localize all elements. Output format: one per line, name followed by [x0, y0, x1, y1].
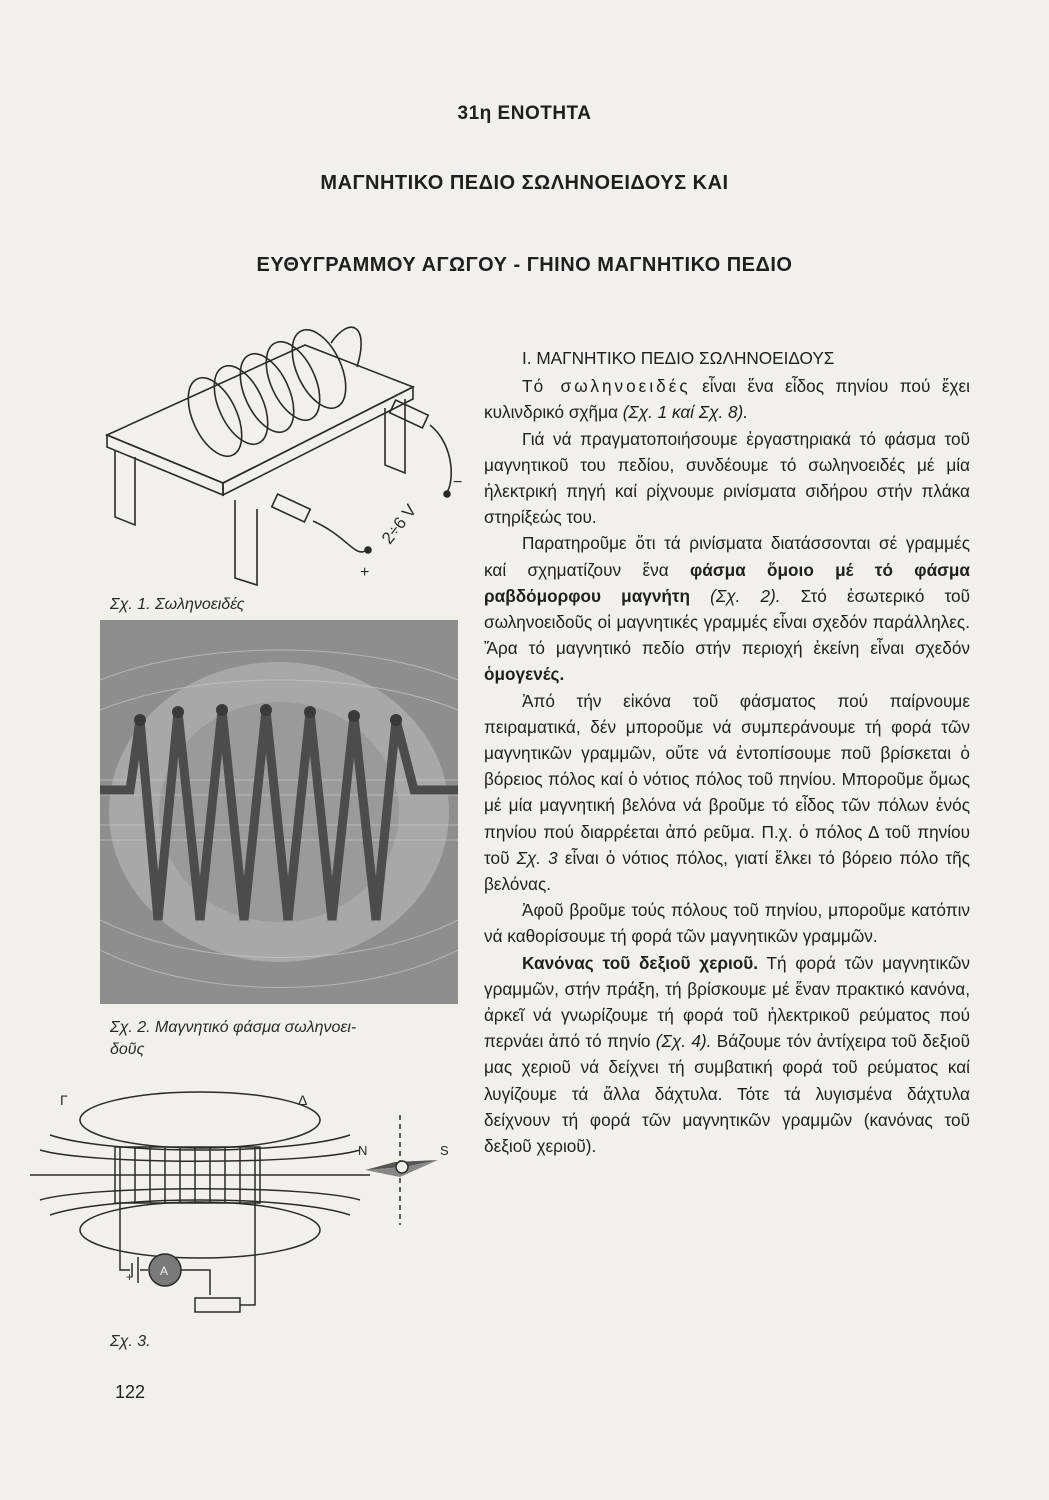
- section-heading: Ι. ΜΑΓΝΗΤΙΚΟ ΠΕΔΙΟ ΣΩΛΗΝΟΕΙΔΟΥΣ: [522, 348, 835, 368]
- chapter-title-line-2: ΕΥΘΥΓΡΑΜΜΟΥ ΑΓΩΓΟΥ - ΓΗΙΝΟ ΜΑΓΝΗΤΙΚΟ ΠΕΔΙΟ: [256, 254, 793, 276]
- paragraph-6: [484, 950, 970, 1160]
- fig3-delta-label: Δ: [298, 1092, 308, 1108]
- paragraph-1: [484, 373, 970, 425]
- solenoid-term: Τό σωληνοειδές: [522, 376, 691, 397]
- figure-1-caption: Σχ. 1. Σωληνοειδές: [110, 596, 245, 613]
- body-text-column: [484, 345, 970, 1159]
- paragraph-3: [484, 530, 970, 687]
- figure-3-caption: Σχ. 3.: [110, 1333, 151, 1350]
- paragraph-4-text-a: Ἀπό τήν εἰκόνα τοῦ φάσματος πού παίρνουμε πειραματικά, δέν μποροῦμε νά συμπεράνουμε τή φορά τῶν μαγνητικῶν γραμμῶν, οὔτε νά ἐντοπίσουμε ποῦ βρίσκεται ὁ βόρειος πόλος καί ὁ νότιος πόλος τοῦ πηνίου. Μποροῦμε ὅμως μέ μία μαγνητική βελόνα νά βροῦμε τό εἶδος τῶν πόλων ἑνός πηνίου πού διαρρέεται ἀπό ρεῦμα. Π.χ. ὁ πόλος Δ τοῦ πηνίου τοῦ: [484, 690, 970, 868]
- figure-2-spectrum-photo: [100, 620, 458, 1004]
- figure-2-caption-line-2: δοῦς: [110, 1041, 145, 1058]
- figure-1-solenoid-drawing: [95, 295, 475, 595]
- paragraph-3-bold: φάσμα ὅμοιο μέ τό φάσμα ραβδόμορφου μαγνήτη: [484, 559, 970, 606]
- paragraph-4-ref: Σχ. 3: [516, 847, 558, 868]
- paragraph-1-ref: (Σχ. 1 καί Σχ. 8).: [622, 402, 749, 423]
- unit-heading: 31η ΕΝΟΤΗΤΑ: [457, 103, 592, 124]
- paragraph-3-bold-2: ὁμογενές.: [484, 664, 565, 685]
- paragraph-3-text-a: Παρατηροῦμε ὅτι τά ρινίσματα διατάσσονται σέ γραμμές καί σχηματίζουν ἕνα: [484, 533, 970, 580]
- paragraph-5: Ἀφοῦ βροῦμε τούς πόλους τοῦ πηνίου, μποροῦμε κατόπιν νά καθορίσουμε τή φορά τῶν μαγνητικῶν γραμμῶν.: [484, 900, 970, 947]
- paragraph-4-text-b: εἶναι ὁ νότιος πόλος, γιατί ἕλκει τό βόρειο πόλο τῆς βελόνας.: [484, 847, 970, 895]
- fig1-plus-label: +: [360, 564, 370, 581]
- paragraph-1-text: εἶναι ἕνα εἶδος πηνίου πού ἔχει κυλινδρικό σχῆμα: [484, 376, 970, 423]
- figure-2-caption-line-1: Σχ. 2. Μαγνητικό φάσμα σωληνοει-: [110, 1019, 357, 1036]
- chapter-title-line-1: ΜΑΓΝΗΤΙΚΟ ΠΕΔΙΟ ΣΩΛΗΝΟΕΙΔΟΥΣ ΚΑΙ: [320, 172, 729, 194]
- paragraph-6-text-a: Τή φορά τῶν μαγνητικῶν γραμμῶν, στήν πράξη, τή βρίσκουμε μέ ἕναν πρακτικό κανόνα, ἀρκεῖ νά γνωρίζουμε τή φορά τοῦ ἠλεκτρικοῦ ρεύματος πού περνάει ἀπό τό πηνίο: [484, 952, 970, 1052]
- paragraph-3-text-b: Στό ἐσωτερικό τοῦ σωληνοειδοῦς οἱ μαγνητικές γραμμές εἶναι σχεδόν παράλληλες. Ἄρα τό μαγνητικό πεδίο στήν περιοχή ἐκείνη εἶναι σχεδόν: [484, 585, 971, 659]
- fig3-north-label: N: [358, 1143, 368, 1158]
- figure-3-circuit-diagram: [20, 1085, 470, 1325]
- fig1-voltage-label: 2÷6 V: [377, 500, 421, 548]
- fig1-minus-label: −: [453, 474, 463, 491]
- right-hand-rule-heading: Κανόνας τοῦ δεξιοῦ χεριοῦ.: [522, 952, 759, 973]
- paragraph-4: [484, 688, 970, 898]
- paragraph-6-text-b: Βάζουμε τόν ἀντίχειρα τοῦ δεξιοῦ μας χεριοῦ νά δείχνει τή συμβατική φορά τοῦ ρεύματος καί λυγίζουμε τά ἄλλα δάχτυλα. Τότε τά λυγισμένα δάχτυλα δείχνουν τή φορά τῶν μαγνητικῶν γραμμῶν (κανόνας τοῦ δεξιοῦ χεριοῦ).: [484, 1031, 970, 1157]
- paragraph-3-ref: (Σχ. 2).: [690, 585, 781, 606]
- paragraph-2: Γιά νά πραγματοποιήσουμε ἐργαστηριακά τό φάσμα τοῦ μαγνητικοῦ του πεδίου, συνδέουμε τό σωληνοειδές μέ μία ἠλεκτρική πηγή καί ρίχνουμε ρινίσματα σιδήρου στήν πλάκα στηρίξεώς του.: [484, 428, 970, 528]
- paragraph-6-ref: (Σχ. 4).: [655, 1031, 712, 1052]
- fig3-plus-label: +: [126, 1270, 134, 1284]
- page-number: 122: [115, 1382, 146, 1402]
- fig3-gamma-label: Γ: [60, 1092, 68, 1108]
- fig3-south-label: S: [440, 1143, 449, 1158]
- fig3-ammeter-label: A: [160, 1264, 169, 1278]
